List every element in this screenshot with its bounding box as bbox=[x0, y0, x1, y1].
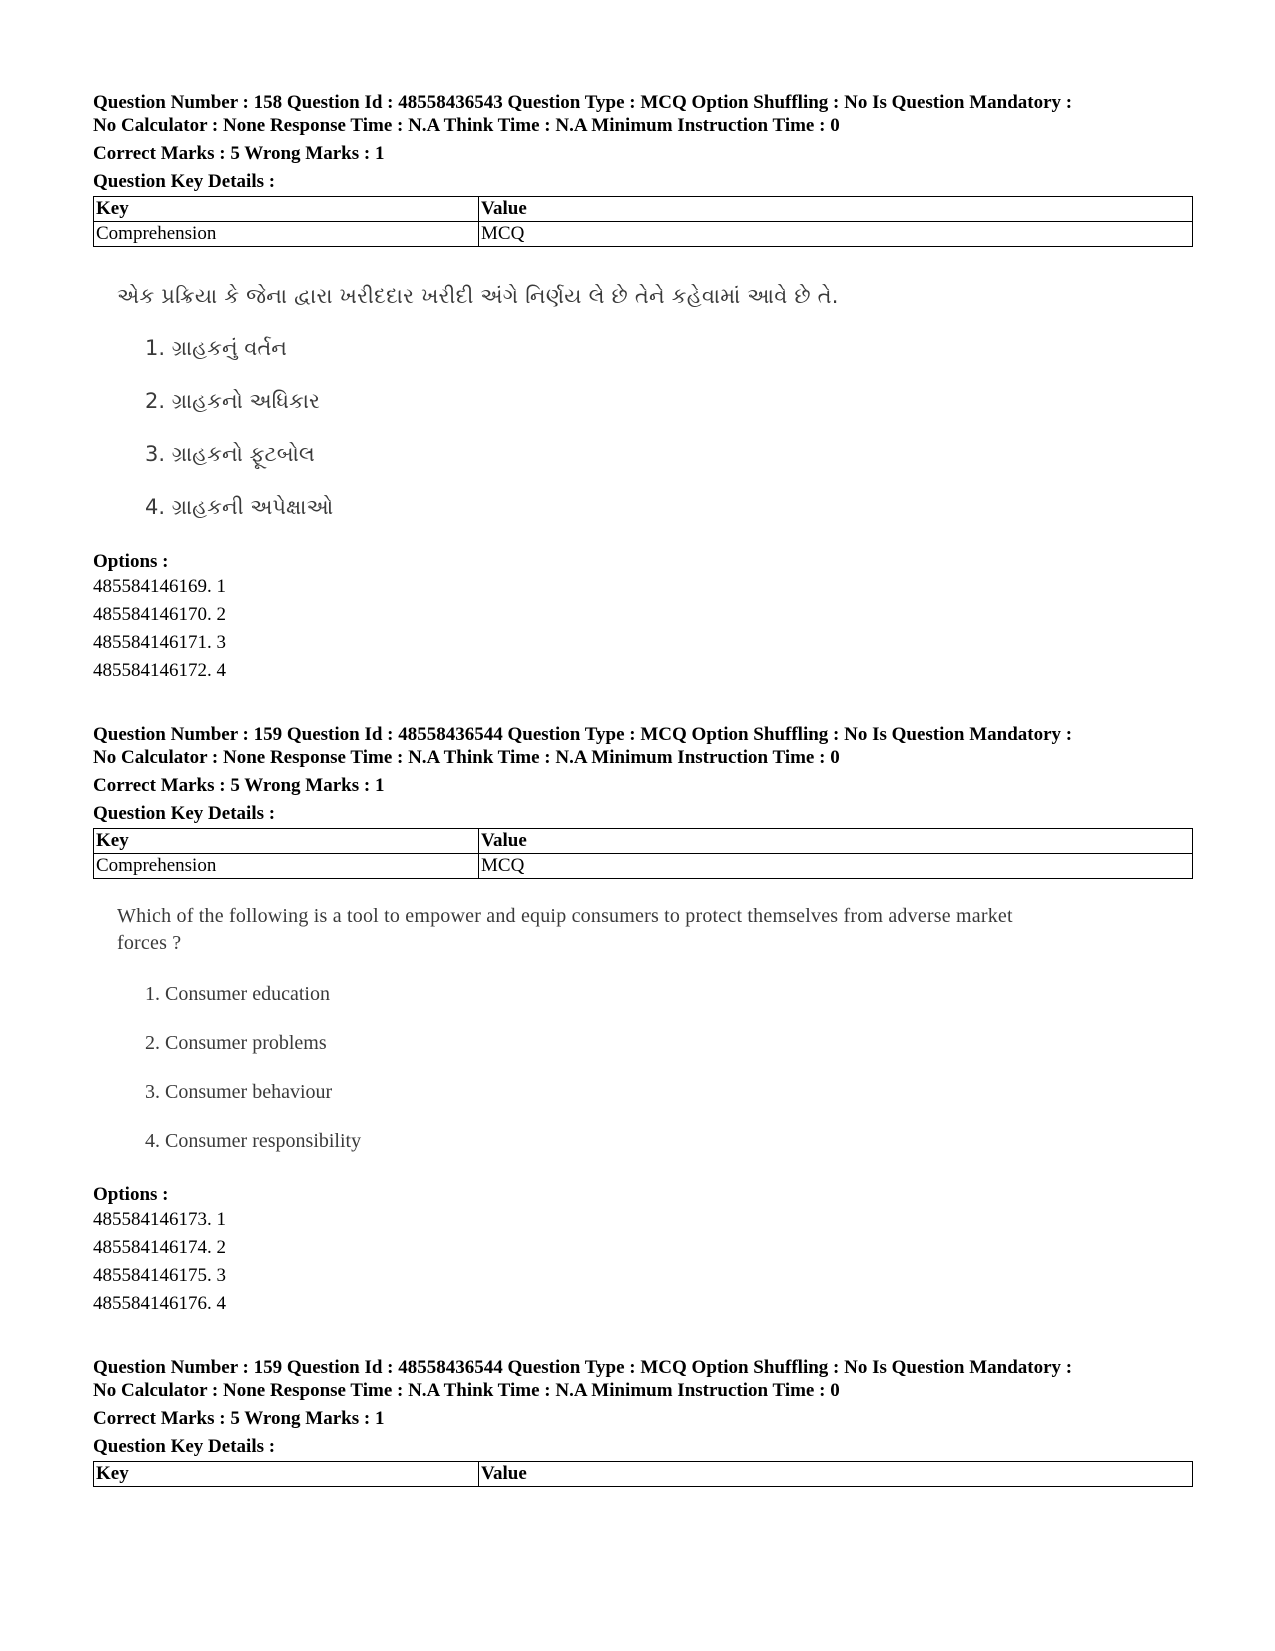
table-header-key: Key bbox=[94, 197, 479, 222]
marks-line: Correct Marks : 5 Wrong Marks : 1 bbox=[93, 143, 385, 164]
option-item: 485584146172. 4 bbox=[93, 660, 226, 681]
question-meta-line-1: Question Number : 159 Question Id : 48558436544 Question Type : MCQ Option Shuffling : No Is Question Mandatory : bbox=[93, 1357, 1073, 1378]
options-label: Options : bbox=[93, 1184, 169, 1205]
table-header-row bbox=[94, 829, 1193, 854]
table-header-value: Value bbox=[479, 197, 1193, 222]
table-header-key: Key bbox=[94, 1462, 479, 1487]
table-header-value: Value bbox=[479, 1462, 1193, 1487]
option-item: 485584146169. 1 bbox=[93, 576, 226, 597]
key-details-label: Question Key Details : bbox=[93, 803, 276, 824]
table-cell-value: MCQ bbox=[479, 854, 1193, 879]
table-header-row bbox=[94, 197, 1193, 222]
question-meta-line-2: No Calculator : None Response Time : N.A Think Time : N.A Minimum Instruction Time : 0 bbox=[93, 747, 840, 768]
marks-line: Correct Marks : 5 Wrong Marks : 1 bbox=[93, 1408, 385, 1429]
question-image bbox=[93, 903, 1193, 1153]
key-details-table bbox=[93, 828, 1193, 879]
question-meta bbox=[93, 1356, 1193, 1402]
choice-item: 4. ગ્રાહકની અપેક્ષાઓ bbox=[145, 495, 334, 519]
option-item: 485584146171. 3 bbox=[93, 632, 226, 653]
question-meta bbox=[93, 723, 1193, 769]
key-details-table bbox=[93, 196, 1193, 247]
question-block-159 bbox=[93, 723, 1193, 1318]
choice-item: 1. Consumer education bbox=[145, 983, 330, 1005]
choice-item: 4. Consumer responsibility bbox=[145, 1130, 362, 1152]
option-item: 485584146173. 1 bbox=[93, 1209, 226, 1230]
question-block-158 bbox=[93, 91, 1193, 685]
question-meta-line-2: No Calculator : None Response Time : N.A Think Time : N.A Minimum Instruction Time : 0 bbox=[93, 115, 840, 136]
options-label: Options : bbox=[93, 551, 169, 572]
document-page bbox=[93, 91, 1193, 1487]
question-block-159-repeat bbox=[93, 1356, 1193, 1487]
table-header-key: Key bbox=[94, 829, 479, 854]
choice-item: 2. ગ્રાહકનો અધિકાર bbox=[145, 389, 320, 413]
option-item: 485584146174. 2 bbox=[93, 1237, 226, 1258]
choice-item: 2. Consumer problems bbox=[145, 1032, 327, 1054]
choice-item: 3. ગ્રાહકનો ફૂટબોલ bbox=[145, 442, 315, 466]
table-header-row bbox=[94, 1462, 1193, 1487]
table-cell-key: Comprehension bbox=[94, 222, 479, 247]
table-cell-key: Comprehension bbox=[94, 854, 479, 879]
table-row bbox=[94, 222, 1193, 247]
choice-item: 1. ગ્રાહકનું વર્તન bbox=[145, 336, 287, 360]
marks-line: Correct Marks : 5 Wrong Marks : 1 bbox=[93, 775, 385, 796]
question-image bbox=[93, 283, 1193, 520]
option-item: 485584146170. 2 bbox=[93, 604, 226, 625]
key-details-table bbox=[93, 1461, 1193, 1487]
table-header-value: Value bbox=[479, 829, 1193, 854]
question-meta-line-2: No Calculator : None Response Time : N.A Think Time : N.A Minimum Instruction Time : 0 bbox=[93, 1380, 840, 1401]
question-meta-line-1: Question Number : 159 Question Id : 48558436544 Question Type : MCQ Option Shuffling : No Is Question Mandatory : bbox=[93, 724, 1073, 745]
choice-item: 3. Consumer behaviour bbox=[145, 1081, 333, 1103]
option-item: 485584146176. 4 bbox=[93, 1293, 226, 1314]
question-meta-line-1: Question Number : 158 Question Id : 48558436543 Question Type : MCQ Option Shuffling : No Is Question Mandatory : bbox=[93, 92, 1073, 113]
question-stem-line-2: forces ? bbox=[117, 932, 182, 954]
key-details-label: Question Key Details : bbox=[93, 1436, 276, 1457]
question-stem-line-1: Which of the following is a tool to empower and equip consumers to protect themselves from adverse market bbox=[117, 905, 1013, 927]
table-row bbox=[94, 854, 1193, 879]
key-details-label: Question Key Details : bbox=[93, 171, 276, 192]
question-meta bbox=[93, 91, 1193, 137]
option-item: 485584146175. 3 bbox=[93, 1265, 226, 1286]
question-stem: એક પ્રક્રિયા કે જેના દ્વારા ખરીદદાર ખરીદી અંગે નિર્ણય લે છે તેને કહેવામાં આવે છે તે. bbox=[117, 284, 839, 308]
table-cell-value: MCQ bbox=[479, 222, 1193, 247]
